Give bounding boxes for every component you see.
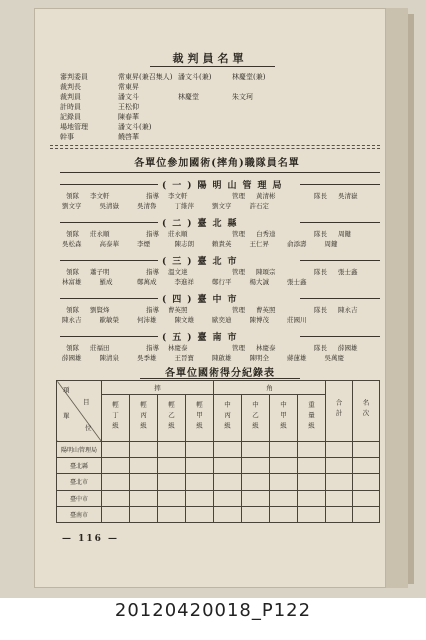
section-cell: 陳志朗 xyxy=(174,240,194,248)
section-rule-left xyxy=(60,260,158,261)
section-heading: (一)陽明山管理局 xyxy=(162,181,288,191)
corner-label-top: 項 xyxy=(63,386,70,394)
section-cell: 管理 xyxy=(232,306,245,314)
section-rule-right xyxy=(300,260,380,261)
table-row xyxy=(57,506,380,522)
score-cell xyxy=(326,506,353,522)
section-cell: 曹英照 xyxy=(168,306,188,314)
score-cell xyxy=(214,474,242,490)
score-cell xyxy=(186,490,214,506)
score-table xyxy=(56,380,380,523)
section-cell: 黃清彬 xyxy=(256,192,276,200)
section-cell: 劉文亨 xyxy=(212,202,232,210)
section-cell: 指導 xyxy=(146,306,159,314)
section-cell: 指導 xyxy=(146,230,159,238)
score-cell xyxy=(298,458,326,474)
referee-role: 記錄員 xyxy=(60,113,81,121)
section-cell: 管理 xyxy=(232,344,245,352)
section-cell: 管理 xyxy=(232,192,245,200)
section-cell: 白秀逵 xyxy=(256,230,276,238)
referee-role: 場地管理 xyxy=(60,123,88,131)
score-cell xyxy=(214,458,242,474)
section-cell: 周鍵 xyxy=(338,230,351,238)
score-cell xyxy=(242,458,270,474)
weight-class-label: 重量級 xyxy=(307,401,315,433)
score-cell xyxy=(298,506,326,522)
section-cell: 吳清嶽 xyxy=(99,202,119,210)
section-cell: 陳永吉 xyxy=(62,316,82,324)
score-title: 各單位國術得分紀錄表 xyxy=(165,368,275,379)
book-spine-edge xyxy=(408,14,414,584)
section-rule-right xyxy=(300,184,380,185)
group-header-weight: 摔 xyxy=(102,381,214,395)
referee-name: 陳春華 xyxy=(118,113,139,121)
score-cell xyxy=(102,458,130,474)
section-cell: 吳清魯 xyxy=(137,202,157,210)
section-cell: 指導 xyxy=(146,192,159,200)
section-cell: 陳清泉 xyxy=(99,354,119,362)
section-cell: 莊國川 xyxy=(287,316,307,324)
section-cell: 指導 xyxy=(146,268,159,276)
weight-class-label: 輕丁級 xyxy=(111,401,119,433)
referee-role: 計時員 xyxy=(60,103,81,111)
table-corner-cell xyxy=(57,381,102,442)
section-cell: 隊長 xyxy=(314,344,327,352)
section-cell: 莊福田 xyxy=(90,344,110,352)
section-rule-left xyxy=(60,336,158,337)
section-cell: 領隊 xyxy=(66,192,79,200)
score-title-underline xyxy=(140,378,300,379)
weight-class-label: 輕乙級 xyxy=(167,401,175,433)
image-caption: 20120420018_P122 xyxy=(114,600,312,621)
weight-class-label: 中甲級 xyxy=(279,401,287,433)
group-header-category: 角 xyxy=(214,381,326,395)
section-cell: 劉文亨 xyxy=(62,202,82,210)
section-rule-left xyxy=(60,222,158,223)
section-cell: 李進祥 xyxy=(174,278,194,286)
score-cell xyxy=(326,458,353,474)
referee-title: 裁判員名單 xyxy=(172,52,248,65)
section-rule-right xyxy=(300,298,380,299)
section-cell: 指導 xyxy=(146,344,159,352)
score-cell xyxy=(130,458,158,474)
referee-role: 幹事 xyxy=(60,133,74,141)
weight-class-header xyxy=(270,395,298,442)
section-cell: 俞添壽 xyxy=(287,240,307,248)
section-cell: 莊永順 xyxy=(90,230,110,238)
divider-top-2 xyxy=(50,148,380,149)
section-cell: 陳啟雄 xyxy=(212,354,232,362)
section-cell: 高泰華 xyxy=(99,240,119,248)
section-cell: 薛國雄 xyxy=(338,344,358,352)
score-cell xyxy=(102,441,130,457)
score-cell xyxy=(158,490,186,506)
score-cell xyxy=(242,441,270,457)
score-cell xyxy=(242,490,270,506)
section-cell: 蔣蓮雄 xyxy=(287,354,307,362)
referee-role: 裁判員 xyxy=(60,93,81,101)
section-cell: 領隊 xyxy=(66,230,79,238)
section-cell: 劉賢烽 xyxy=(90,306,110,314)
referee-name: 潘文斗(兼) xyxy=(118,123,152,131)
unit-name-cell: 陽明山管理局 xyxy=(57,441,102,457)
section-cell: 吳萬慶 xyxy=(324,354,344,362)
section-cell: 吳松森 xyxy=(62,240,82,248)
score-cell xyxy=(158,474,186,490)
section-cell: 隊長 xyxy=(314,306,327,314)
section-rule-left xyxy=(60,298,158,299)
score-cell xyxy=(158,441,186,457)
referee-role: 裁判長 xyxy=(60,83,81,91)
score-cell xyxy=(270,474,298,490)
referee-name: 王松仰 xyxy=(118,103,139,111)
score-cell xyxy=(130,506,158,522)
score-cell xyxy=(326,490,353,506)
section-cell: 陳永吉 xyxy=(338,306,358,314)
score-cell xyxy=(353,458,380,474)
score-cell xyxy=(102,506,130,522)
score-cell xyxy=(186,506,214,522)
section-cell: 管理 xyxy=(232,268,245,276)
score-cell xyxy=(214,506,242,522)
section-cell: 羅成 xyxy=(99,278,113,286)
score-cell xyxy=(102,490,130,506)
section-cell: 歐奕迪 xyxy=(212,316,232,324)
section-cell: 李文軒 xyxy=(90,192,110,200)
score-cell xyxy=(270,506,298,522)
section-heading: (四)臺中市 xyxy=(162,295,243,305)
score-cell xyxy=(298,441,326,457)
section-cell: 蕭子明 xyxy=(90,268,110,276)
score-cell xyxy=(353,474,380,490)
referee-role: 審判委員 xyxy=(60,73,88,81)
unit-name-cell: 臺中市 xyxy=(57,490,102,506)
section-cell: 李文軒 xyxy=(168,192,188,200)
section-cell: 隊長 xyxy=(314,230,327,238)
units-title-underline xyxy=(60,172,380,173)
section-rule-right xyxy=(300,222,380,223)
score-cell xyxy=(186,474,214,490)
score-cell xyxy=(186,458,214,474)
header-rank xyxy=(353,381,380,442)
section-cell: 陳頌宗 xyxy=(256,268,276,276)
referee-name: 林慶堂(兼) xyxy=(232,73,266,81)
page-number: — 116 — xyxy=(62,534,120,544)
referee-name: 潘文斗(兼) xyxy=(178,73,212,81)
section-cell: 賴貴英 xyxy=(212,240,232,248)
table-row xyxy=(57,490,380,506)
score-cell xyxy=(353,506,380,522)
section-cell: 楊大誠 xyxy=(249,278,269,286)
corner-label-middle: 目 xyxy=(83,398,90,406)
score-cell xyxy=(186,441,214,457)
section-cell: 丁維萍 xyxy=(174,202,194,210)
score-cell xyxy=(242,506,270,522)
score-cell xyxy=(130,441,158,457)
section-rule-left xyxy=(60,184,158,185)
section-cell: 領隊 xyxy=(66,344,79,352)
weight-class-header xyxy=(158,395,186,442)
referee-name: 常東昇(兼召集人) xyxy=(118,73,173,81)
section-cell: 歐敏榮 xyxy=(99,316,119,324)
score-cell xyxy=(270,458,298,474)
section-cell: 許石定 xyxy=(249,202,269,210)
section-cell: 曹英照 xyxy=(256,306,276,314)
score-cell xyxy=(130,490,158,506)
header-total xyxy=(326,381,353,442)
unit-name-cell: 臺北縣 xyxy=(57,458,102,474)
score-cell xyxy=(326,474,353,490)
score-cell xyxy=(158,506,186,522)
section-cell: 隊長 xyxy=(314,192,327,200)
weight-class-label: 輕丙級 xyxy=(139,401,147,433)
section-cell: 吳季雄 xyxy=(137,354,157,362)
section-cell: 鄭萬成 xyxy=(137,278,157,286)
section-cell: 溫文達 xyxy=(168,268,188,276)
section-cell: 何沛雄 xyxy=(137,316,157,324)
units-title: 各單位參加國術(摔角)職隊員名單 xyxy=(134,158,300,169)
referee-title-underline xyxy=(150,66,275,67)
score-cell xyxy=(298,490,326,506)
weight-class-header xyxy=(298,395,326,442)
section-heading: (三)臺北市 xyxy=(162,257,243,267)
referee-name: 朱文珂 xyxy=(232,93,253,101)
section-cell: 領隊 xyxy=(66,306,79,314)
weight-class-label: 輕甲級 xyxy=(195,401,203,433)
section-cell: 王仁昇 xyxy=(249,240,269,248)
section-cell: 鄭行平 xyxy=(212,278,232,286)
section-cell: 隊長 xyxy=(314,268,327,276)
score-cell xyxy=(270,441,298,457)
section-cell: 陳文雄 xyxy=(174,316,194,324)
score-cell xyxy=(158,458,186,474)
unit-name-cell: 臺南市 xyxy=(57,506,102,522)
section-cell: 領隊 xyxy=(66,268,79,276)
section-cell: 管理 xyxy=(232,230,245,238)
section-cell: 林富雄 xyxy=(62,278,82,286)
corner-label-left: 單 xyxy=(63,412,70,420)
referee-name: 林慶堂 xyxy=(178,93,199,101)
score-cell xyxy=(242,474,270,490)
section-cell: 莊永順 xyxy=(168,230,188,238)
table-row xyxy=(57,474,380,490)
table-row xyxy=(57,441,380,457)
weight-class-label: 中乙級 xyxy=(251,401,259,433)
header-rank-label: 名次 xyxy=(361,399,370,421)
unit-name-cell: 臺北市 xyxy=(57,474,102,490)
section-cell: 陳博茂 xyxy=(249,316,269,324)
book-spine xyxy=(386,8,408,588)
referee-name: 饒啓華 xyxy=(118,133,139,141)
weight-class-header xyxy=(186,395,214,442)
score-cell xyxy=(130,474,158,490)
score-cell xyxy=(102,474,130,490)
section-rule-right xyxy=(300,336,380,337)
corner-label-bottom: 位 xyxy=(85,424,92,432)
referee-name: 潘文斗 xyxy=(118,93,139,101)
weight-class-header xyxy=(214,395,242,442)
section-cell: 王晉寶 xyxy=(174,354,194,362)
referee-name: 常東昇 xyxy=(118,83,139,91)
score-cell xyxy=(353,441,380,457)
score-cell xyxy=(298,474,326,490)
score-cell xyxy=(214,490,242,506)
score-cell xyxy=(353,490,380,506)
table-row xyxy=(57,458,380,474)
divider-top xyxy=(50,145,380,146)
section-heading: (五)臺南市 xyxy=(162,333,243,343)
header-total-label: 合計 xyxy=(334,399,343,421)
section-cell: 張士鑫 xyxy=(338,268,358,276)
section-cell: 李煙 xyxy=(137,240,150,248)
weight-class-header xyxy=(242,395,270,442)
section-cell: 陳明全 xyxy=(249,354,269,362)
section-cell: 薛國雄 xyxy=(62,354,82,362)
weight-class-label: 中丙級 xyxy=(223,401,231,433)
section-heading: (二)臺北縣 xyxy=(162,219,243,229)
weight-class-header xyxy=(130,395,158,442)
section-cell: 張士鑫 xyxy=(287,278,307,286)
score-cell xyxy=(326,441,353,457)
score-cell xyxy=(214,441,242,457)
weight-class-header xyxy=(102,395,130,442)
section-cell: 林慶泰 xyxy=(256,344,276,352)
score-cell xyxy=(270,490,298,506)
section-cell: 周鍵 xyxy=(324,240,338,248)
section-cell: 林慶泰 xyxy=(168,344,188,352)
section-cell: 吳清嶽 xyxy=(338,192,358,200)
